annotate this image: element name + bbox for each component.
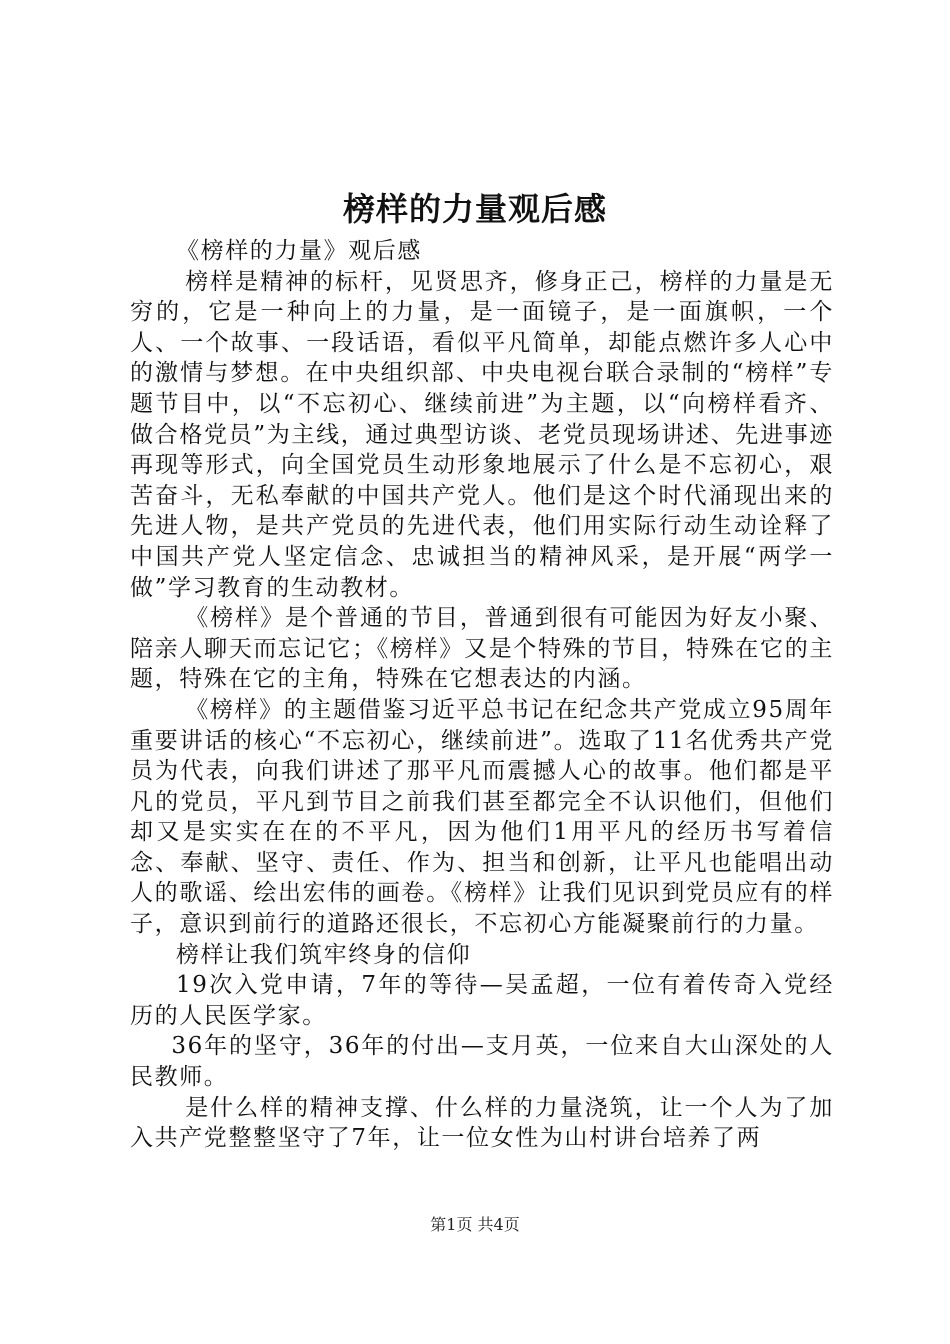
body-paragraph: 《榜样》的主题借鉴习近平总书记在纪念共产党成立95周年重要讲话的核心“不忘初心，继续前进”。选取了11名优秀共产党员为代表，向我们讲述了那平凡而震撼人心的故事。他们都是平凡的党员，平凡到节目之前我们甚至都完全不认识他们，但他们却又是实实在在的不平凡，因为他们1用平凡的经历书写着信念、奉献、坚守、责任、作为、担当和创新，让平凡也能唱出动人的歌谣、绘出宏伟的画卷。《榜样》让我们见识到党员应有的样子，意识到前行的道路还很长，不忘初心方能凝聚前行的力量。 — [130, 696, 834, 938]
page-number-footer: 第1页 共4页 — [430, 1215, 520, 1234]
section-heading: 榜样让我们筑牢终身的信仰 — [176, 941, 472, 968]
body-paragraph: 榜样是精神的标杆，见贤思齐，修身正己，榜样的力量是无穷的，它是一种向上的力量，是一面镜子，是一面旗帜，一个人、一个故事、一段话语，看似平凡简单，却能点燃许多人心中的激情与梦想。在中央组织部、中央电视台联合录制的“榜样”专题节目中，以“不忘初心、继续前进”为主题，以“向榜样看齐、做合格党员”为主线，通过典型访谈、老党员现场讲述、先进事迹再现等形式，向全国党员生动形象地展示了什么是不忘初心，艰苦奋斗，无私奉献的中国共产党人。他们是这个时代涌现出来的先进人物，是共产党员的先进代表，他们用实际行动生动诠释了中国共产党人坚定信念、忠诚担当的精神风采，是开展“两学一做”学习教育的生动教材。 — [130, 268, 834, 601]
body-paragraph: 是什么样的精神支撑、什么样的力量浇筑，让一个人为了加入共产党整整坚守了7年，让一位女性为山村讲台培养了两 — [130, 1094, 834, 1152]
body-paragraph: 36年的坚守，36年的付出—支月英，一位来自大山深处的人民教师。 — [130, 1033, 834, 1091]
subtitle-paragraph: 《榜样的力量》观后感 — [176, 238, 422, 264]
body-paragraph: 19次入党申请，7年的等待—吴孟超，一位有着传奇入党经历的人民医学家。 — [130, 972, 834, 1029]
document-body — [130, 236, 834, 1154]
body-paragraph: 《榜样》是个普通的节目，普通到很有可能因为好友小聚、陪亲人聊天而忘记它；《榜样》又是个特殊的节目，特殊在它的主题，特殊在它的主角，特殊在它想表达的内涵。 — [130, 605, 834, 693]
document-title: 榜样的力量观后感 — [342, 190, 607, 228]
